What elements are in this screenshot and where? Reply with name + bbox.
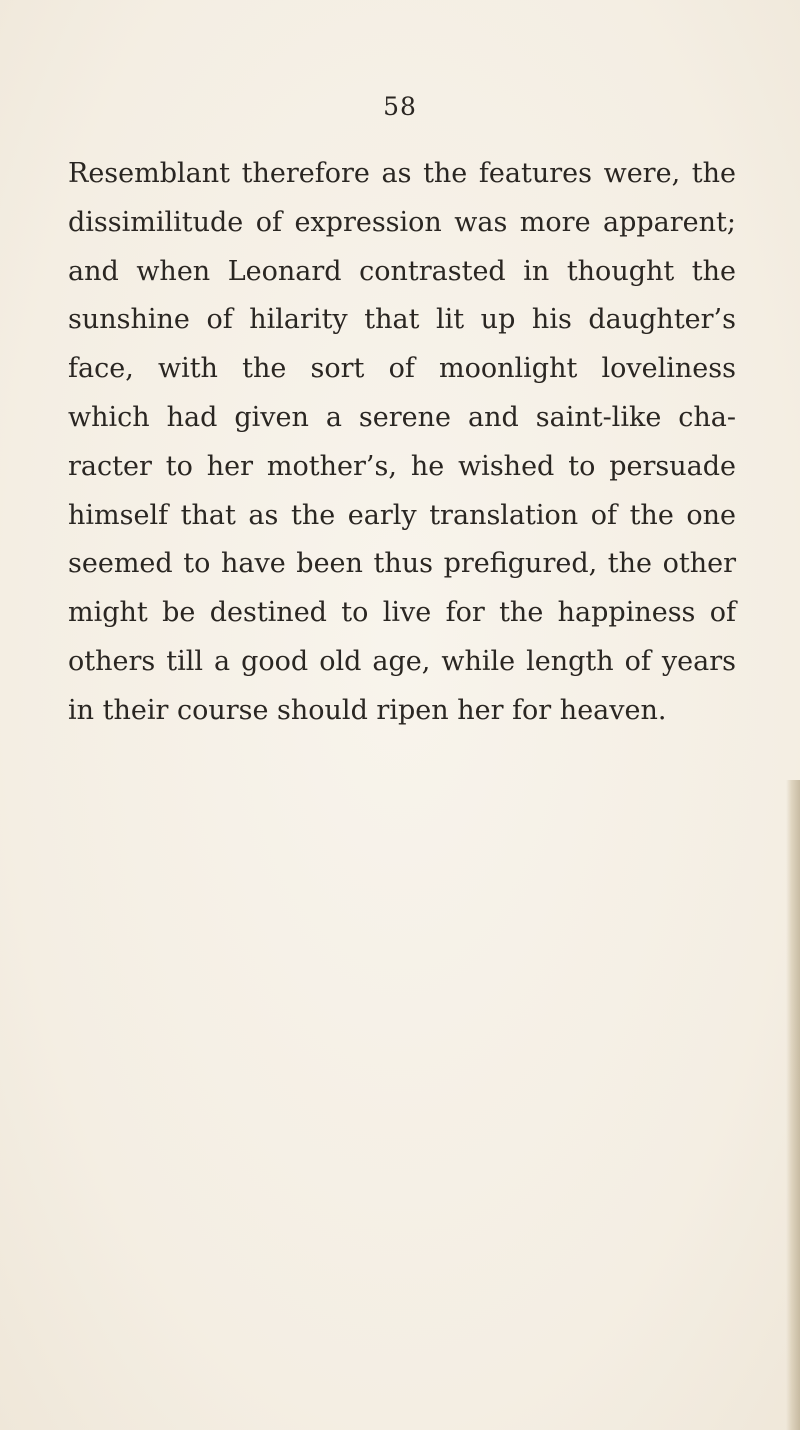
text-line: racter to her mother’s, he wished to persuade: [68, 450, 736, 482]
page-edge-shadow: [786, 780, 800, 1430]
text-line: which had given a serene and saint-like cha-: [68, 401, 736, 433]
text-line: others till a good old age, while length of years: [68, 645, 736, 677]
text-line: seemed to have been thus prefigured, the other: [68, 548, 736, 580]
text-line-last: in their course should ripen her for heaven.: [68, 694, 667, 726]
page-number: 58: [383, 92, 417, 121]
text-line: might be destined to live for the happiness of: [68, 597, 736, 629]
text-line: himself that as the early translation of the one: [68, 499, 736, 531]
text-line: face, with the sort of moonlight loveliness: [68, 353, 736, 385]
body-paragraph: [68, 150, 736, 736]
text-line: and when Leonard contrasted in thought the: [68, 255, 736, 287]
text-line: sunshine of hilarity that lit up his daughter’s: [68, 304, 736, 336]
text-line: Resemblant therefore as the features were, the: [68, 158, 736, 189]
text-line: dissimilitude of expression was more apparent;: [68, 206, 736, 238]
